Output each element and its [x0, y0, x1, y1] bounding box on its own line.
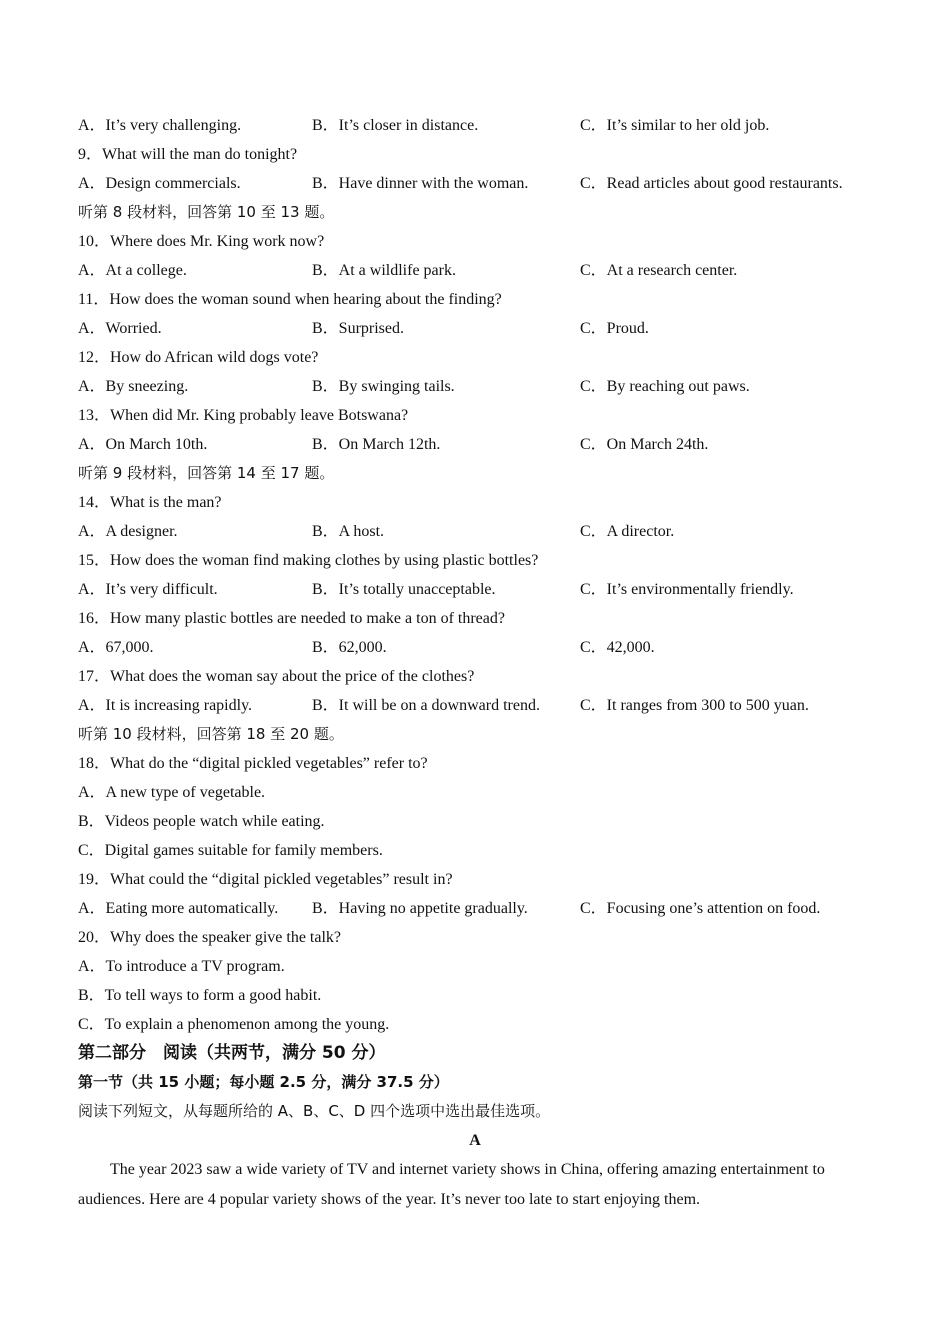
exam-page	[78, 111, 878, 1215]
q10-question: 10．Where does Mr. King work now?	[78, 233, 325, 250]
q20-option-c: C．To explain a phenomenon among the young.	[78, 1016, 390, 1033]
q15-option-c: C．It’s environmentally friendly.	[580, 581, 794, 598]
q15-option-b: B．It’s totally unacceptable.	[312, 581, 496, 598]
q16-options-row	[78, 633, 878, 662]
q9-option-a: A．Design commercials.	[78, 175, 241, 192]
section10-intro: 听第 10 段材料，回答第 18 至 20 题。	[78, 725, 344, 743]
part2-heading: 第二部分 阅读（共两节，满分 50 分）	[78, 1043, 386, 1063]
q19-option-b: B．Having no appetite gradually.	[312, 900, 528, 917]
q8-option-a: A．It’s very challenging.	[78, 117, 242, 134]
q14-option-b: B．A host.	[312, 523, 385, 540]
section8-intro: 听第 8 段材料，回答第 10 至 13 题。	[78, 203, 335, 221]
reading-instruction: 阅读下列短文，从每题所给的 A、B、C、D 四个选项中选出最佳选项。	[78, 1102, 551, 1120]
q17-option-a: A．It is increasing rapidly.	[78, 697, 253, 714]
section1-heading: 第一节（共 15 小题；每小题 2.5 分，满分 37.5 分）	[78, 1073, 449, 1091]
q12-question: 12．How do African wild dogs vote?	[78, 349, 319, 366]
q11-question: 11．How does the woman sound when hearing about the finding?	[78, 291, 502, 308]
q11-options-row	[78, 314, 878, 343]
q20-option-a: A．To introduce a TV program.	[78, 958, 285, 975]
q20-option-b: B．To tell ways to form a good habit.	[78, 987, 322, 1004]
q8-option-c: C．It’s similar to her old job.	[580, 117, 770, 134]
q13-question: 13．When did Mr. King probably leave Botswana?	[78, 407, 409, 424]
q13-option-b: B．On March 12th.	[312, 436, 441, 453]
q16-option-c: C．42,000.	[580, 639, 655, 656]
q16-option-a: A．67,000.	[78, 639, 154, 656]
q17-option-b: B．It will be on a downward trend.	[312, 697, 540, 714]
q18-option-a: A．A new type of vegetable.	[78, 784, 266, 801]
q19-option-c: C．Focusing one’s attention on food.	[580, 900, 821, 917]
q15-option-a: A．It’s very difficult.	[78, 581, 218, 598]
q15-options-row	[78, 575, 878, 604]
q16-question: 16．How many plastic bottles are needed to make a ton of thread?	[78, 610, 505, 627]
q12-option-c: C．By reaching out paws.	[580, 378, 750, 395]
q13-option-a: A．On March 10th.	[78, 436, 208, 453]
q17-question: 17．What does the woman say about the price of the clothes?	[78, 668, 475, 685]
q9-question: 9．What will the man do tonight?	[78, 146, 298, 163]
q17-option-c: C．It ranges from 300 to 500 yuan.	[580, 697, 809, 714]
q18-option-c: C．Digital games suitable for family members.	[78, 842, 383, 859]
q16-option-b: B．62,000.	[312, 639, 387, 656]
q8-options-row	[78, 111, 878, 140]
q9-option-c: C．Read articles about good restaurants.	[580, 175, 843, 192]
q11-option-a: A．Worried.	[78, 320, 162, 337]
q18-question: 18．What do the “digital pickled vegetables” refer to?	[78, 755, 428, 772]
q18-option-b: B．Videos people watch while eating.	[78, 813, 325, 830]
q9-options-row	[78, 169, 878, 198]
q19-option-a: A．Eating more automatically.	[78, 900, 279, 917]
q20-question: 20．Why does the speaker give the talk?	[78, 929, 342, 946]
q19-question: 19．What could the “digital pickled vegetables” result in?	[78, 871, 453, 888]
q12-options-row	[78, 372, 878, 401]
q15-question: 15．How does the woman find making clothes by using plastic bottles?	[78, 552, 539, 569]
passage-a-paragraph: The year 2023 saw a wide variety of TV and internet variety shows in China, offering amazing entertainment to audiences. Here are 4 popular variety shows of the year. It’s never too late to start enjoying them.	[78, 1161, 825, 1208]
q14-option-a: A．A designer.	[78, 523, 178, 540]
q8-option-b: B．It’s closer in distance.	[312, 117, 479, 134]
q13-option-c: C．On March 24th.	[580, 436, 709, 453]
q19-options-row	[78, 894, 878, 923]
q10-option-a: A．At a college.	[78, 262, 187, 279]
q9-option-b: B．Have dinner with the woman.	[312, 175, 529, 192]
q12-option-a: A．By sneezing.	[78, 378, 189, 395]
q12-option-b: B．By swinging tails.	[312, 378, 455, 395]
q10-options-row	[78, 256, 878, 285]
q11-option-b: B．Surprised.	[312, 320, 405, 337]
q14-option-c: C．A director.	[580, 523, 675, 540]
q10-option-c: C．At a research center.	[580, 262, 738, 279]
q14-options-row	[78, 517, 878, 546]
q17-options-row	[78, 691, 878, 720]
q13-options-row	[78, 430, 878, 459]
q10-option-b: B．At a wildlife park.	[312, 262, 456, 279]
passage-a-title: A	[469, 1132, 481, 1149]
q11-option-c: C．Proud.	[580, 320, 649, 337]
section9-intro: 听第 9 段材料，回答第 14 至 17 题。	[78, 464, 335, 482]
q14-question: 14．What is the man?	[78, 494, 222, 511]
